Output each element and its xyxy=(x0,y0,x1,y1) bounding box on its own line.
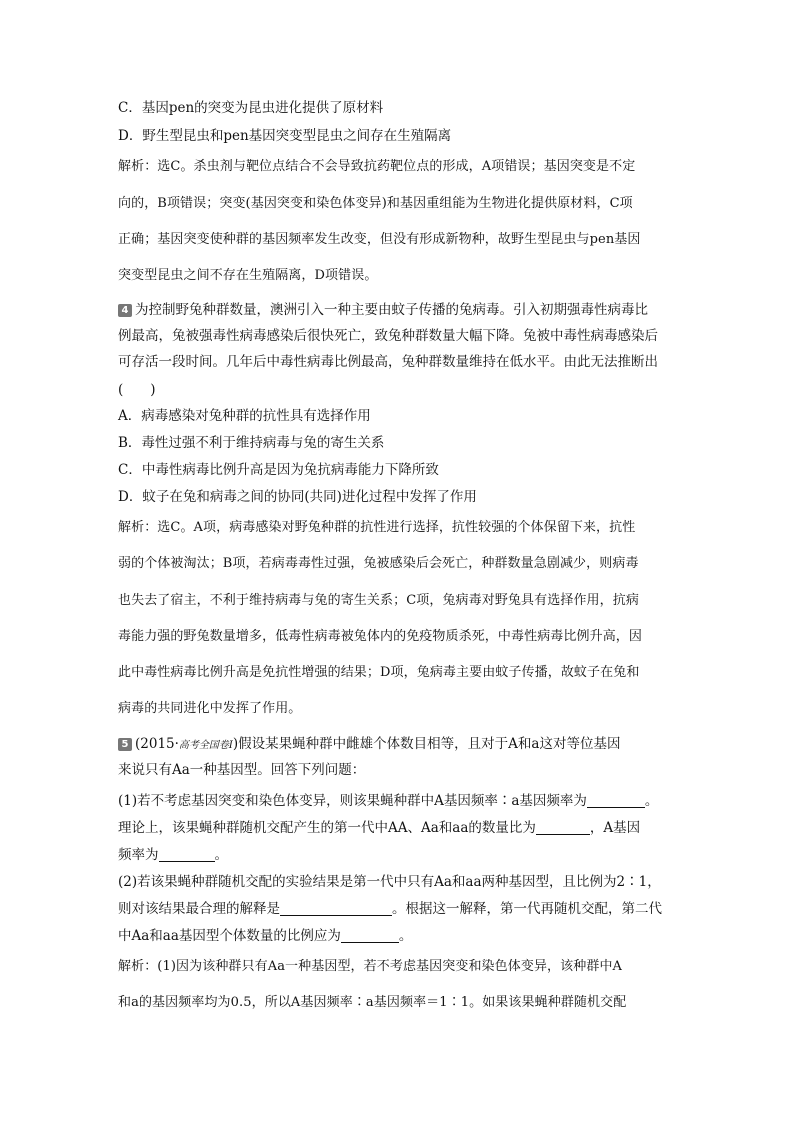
part-1-text-b: 理论上，该果蝇种群随机交配产生的第一代中AA、Aa和aa的数量比为 xyxy=(118,820,536,836)
answer-blank-5[interactable] xyxy=(341,928,399,943)
analysis-line-text: 毒能力强的野兔数量增多，低毒性病毒被兔体内的免疫物质杀死，中毒性病毒比例升高，因 xyxy=(118,629,643,644)
analysis-line-text: 弱的个体被淘汰；B项，若病毒毒性过强，兔被感染后会死亡，种群数量急剧减少，则病毒 xyxy=(118,556,639,571)
part-1-text-a: (1)若不考虑基因突变和染色体变异，则该果蝇种群中A基因频率∶a基因频率为 xyxy=(118,793,587,809)
answer-blank-1[interactable] xyxy=(587,793,645,808)
option-line-text: D．蚊子在兔和病毒之间的协同(共同)进化过程中发挥了作用 xyxy=(118,489,477,505)
part-1-text-c: 频率为 xyxy=(118,847,159,863)
analysis-line-text: 正确；基因突变使种群的基因频率发生改变，但没有形成新物种，故野生型昆虫与pen基因 xyxy=(118,232,641,247)
analysis-line xyxy=(118,661,639,680)
option-line xyxy=(118,124,451,144)
analysis-line-text: 突变型昆虫之间不存在生殖隔离，D项错误。 xyxy=(118,268,378,283)
part-2-end-c: 。 xyxy=(398,928,413,944)
analysis-line xyxy=(118,625,642,644)
analysis-line xyxy=(118,264,377,283)
part-2-text-c: 中Aa和aa基因型个体数量的比例应为 xyxy=(118,928,341,944)
question-5-part-1-line-3 xyxy=(118,843,228,863)
analysis-line xyxy=(118,155,635,174)
option-line xyxy=(118,431,384,451)
part-1-end-b: ，A基因 xyxy=(589,820,641,836)
question-line-text: 为控制野兔种群数量，澳洲引入一种主要由蚊子传播的兔病毒。引入初期强毒性病毒比 xyxy=(135,302,648,318)
question-number-badge: 4 xyxy=(118,304,132,317)
part-1-end-c: 。 xyxy=(214,847,228,863)
analysis-line xyxy=(118,697,301,716)
option-line-text: B．毒性过强不利于维持病毒与兔的寄生关系 xyxy=(118,435,385,451)
analysis-line xyxy=(118,552,639,571)
question-line xyxy=(118,350,658,370)
question-5-year: (2015· xyxy=(135,736,179,752)
option-line xyxy=(118,458,439,478)
question-line-text: 例最高，兔被强毒性病毒感染后很快死亡，致兔种群数量大幅下降。兔被中毒性病毒感染后 xyxy=(118,328,658,344)
question-number-badge: 5 xyxy=(118,738,132,751)
part-1-end-a: 。 xyxy=(644,793,659,809)
question-line xyxy=(118,298,648,318)
analysis-line xyxy=(118,192,633,211)
option-line-text: A．病毒感染对兔种群的抗性具有选择作用 xyxy=(118,408,371,424)
answer-blank-4[interactable] xyxy=(280,901,392,916)
question-5-part-2-line-1: (2)若该果蝇种群随机交配的实验结果是第一代中只有Aa和aa两种基因型，且比例为2∶1， xyxy=(118,874,661,890)
question-5-line-2: 来说只有Aa一种基因型。回答下列问题： xyxy=(118,762,366,778)
part-2-text-b: 则对该结果最合理的解释是 xyxy=(118,901,280,917)
analysis-line-text: 也失去了宿主，不利于维持病毒与兔的寄生关系；C项，兔病毒对野兔具有选择作用，抗病 xyxy=(118,593,639,608)
answer-blank-3[interactable] xyxy=(159,847,215,862)
analysis-5-line-1: 解析：(1)因为该种群只有Aa一种基因型，若不考虑基因突变和染色体变异，该种群中A xyxy=(118,959,623,974)
analysis-line xyxy=(118,589,639,608)
analysis-line-text: 向的，B项错误；突变(基因突变和染色体变异)和基因重组能为生物进化提供原材料，C项 xyxy=(118,196,633,211)
question-5-part-1-line-2 xyxy=(118,816,640,836)
option-line-text: D．野生型昆虫和pen基因突变型昆虫之间存在生殖隔离 xyxy=(118,128,452,144)
question-5-source: 高考全国卷Ⅰ xyxy=(178,740,233,751)
question-5-part-2-line-2 xyxy=(118,897,662,917)
option-line-text: C．中毒性病毒比例升高是因为兔抗病毒能力下降所致 xyxy=(118,462,439,478)
answer-blank-2[interactable] xyxy=(536,820,590,835)
option-line xyxy=(118,96,383,116)
option-line xyxy=(118,404,371,424)
question-line-text: ( ) xyxy=(118,382,156,398)
option-line-text: C．基因pen的突变为昆虫进化提供了原材料 xyxy=(118,100,384,116)
question-5-part-1-line-1 xyxy=(118,789,658,809)
analysis-line-text: 解析：选C。杀虫剂与靶位点结合不会导致抗药靶位点的形成，A项错误；基因突变是不定 xyxy=(118,159,636,174)
question-line xyxy=(118,324,658,344)
analysis-line-text: 此中毒性病毒比例升高是免抗性增强的结果；D项，兔病毒主要由蚊子传播，故蚊子在兔和 xyxy=(118,665,640,680)
question-line-text: 可存活一段时间。几年后中毒性病毒比例最高，兔种群数量维持在低水平。由此无法推断出 xyxy=(118,354,658,370)
part-2-end-b: 。根据这一解释，第一代再随机交配，第二代 xyxy=(392,901,662,917)
question-5-intro xyxy=(118,732,620,752)
analysis-line xyxy=(118,228,641,247)
analysis-5-line-2: 和a的基因频率均为0.5，所以A基因频率∶a基因频率＝1∶1。如果该果蝇种群随机交配 xyxy=(118,995,627,1010)
analysis-line-text: 解析：选C。A项，病毒感染对野兔种群的抗性进行选择，抗性较强的个体保留下来，抗性 xyxy=(118,520,636,535)
analysis-line xyxy=(118,516,635,535)
question-5-intro-text: )假设某果蝇种群中雌雄个体数目相等，且对于A和a这对等位基因 xyxy=(232,736,621,752)
question-5-part-2-line-3 xyxy=(118,924,412,944)
analysis-line-text: 病毒的共同进化中发挥了作用。 xyxy=(118,701,302,716)
question-line xyxy=(118,378,156,398)
option-line xyxy=(118,485,477,505)
